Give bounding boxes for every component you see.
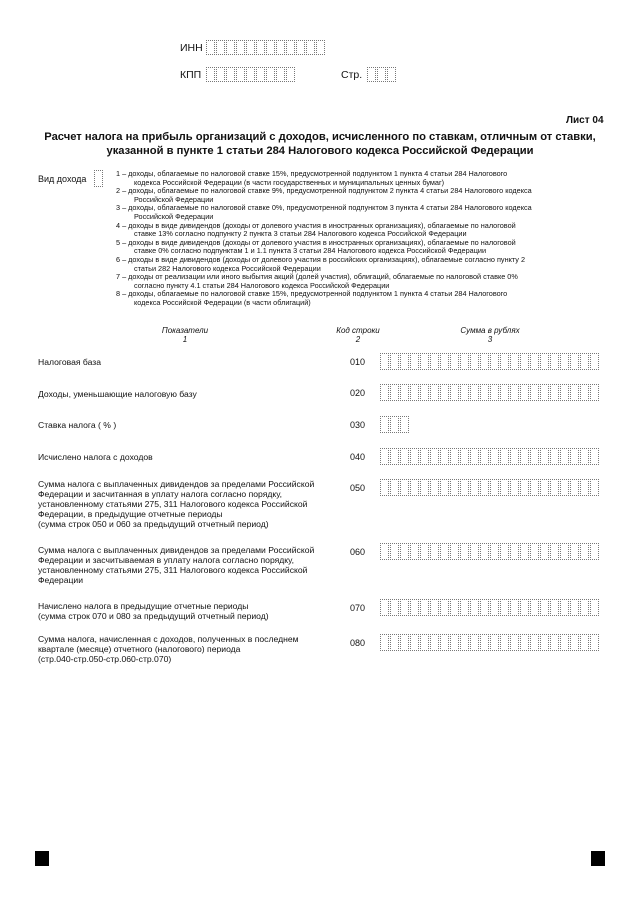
char-cell[interactable]: [510, 353, 519, 370]
char-cell[interactable]: [430, 448, 439, 465]
char-cell[interactable]: [420, 634, 429, 651]
char-cell[interactable]: [540, 384, 549, 401]
char-cell[interactable]: [530, 599, 539, 616]
char-cell[interactable]: [540, 634, 549, 651]
char-cell[interactable]: [390, 353, 399, 370]
char-cell[interactable]: [450, 599, 459, 616]
char-cell[interactable]: [520, 634, 529, 651]
char-cell[interactable]: [540, 353, 549, 370]
char-cell[interactable]: [590, 353, 599, 370]
row-050-code: 050: [350, 483, 366, 493]
char-cell[interactable]: [480, 448, 489, 465]
char-cell[interactable]: [380, 384, 389, 401]
char-cell[interactable]: [470, 634, 479, 651]
char-cell[interactable]: [580, 353, 589, 370]
char-cell[interactable]: [520, 448, 529, 465]
char-cell[interactable]: [560, 634, 569, 651]
char-cell[interactable]: [420, 479, 429, 496]
char-cell[interactable]: [460, 479, 469, 496]
char-cell[interactable]: [216, 40, 225, 55]
char-cell[interactable]: [540, 479, 549, 496]
char-cell[interactable]: [380, 599, 389, 616]
char-cell[interactable]: [590, 448, 599, 465]
row-050-label: Сумма налога с выплаченных дивидендов за пределами Российской Федерации и засчитанная в уплату налога согласно порядку, установленному статьями 275, 311 Налогового кодекса Российской Федерации, в предыдущие отчетные периоды (сумма строк 050 и 060 за предыдущий отчетный период): [38, 479, 315, 529]
income-option-line: кодекса Российской Федерации (в части облигаций): [134, 297, 311, 307]
income-option-line: статьи 282 Налогового кодекса Российской Федерации: [134, 263, 321, 273]
char-cell[interactable]: [286, 67, 295, 82]
char-cell[interactable]: [226, 67, 235, 82]
char-cell[interactable]: [460, 353, 469, 370]
char-cell[interactable]: [380, 353, 389, 370]
char-cell[interactable]: [470, 448, 479, 465]
income-type-label: Вид дохода: [38, 174, 87, 184]
char-cell[interactable]: [440, 634, 449, 651]
char-cell[interactable]: [246, 67, 255, 82]
char-cell[interactable]: [430, 634, 439, 651]
char-cell[interactable]: [410, 543, 419, 560]
char-cell[interactable]: [226, 40, 235, 55]
income-option-line: 3 – доходы, облагаемые по налоговой ставке 0%, предусмотренной подпунктом 3 пункта 4 статьи 284 Налогового кодекса: [116, 203, 532, 213]
char-cell[interactable]: [420, 543, 429, 560]
row-040-label: Исчислено налога с доходов: [38, 452, 153, 462]
char-cell[interactable]: [500, 448, 509, 465]
char-cell[interactable]: [410, 384, 419, 401]
char-cell[interactable]: [390, 599, 399, 616]
char-cell[interactable]: [276, 40, 285, 55]
char-cell[interactable]: [480, 599, 489, 616]
char-cell[interactable]: [530, 448, 539, 465]
income-option-line: 8 – доходы, облагаемые по налоговой ставке 15%, предусмотренной подпунктом 1 пункта 4 статьи 284 Налогового: [116, 289, 508, 299]
char-cell[interactable]: [380, 416, 389, 433]
char-cell[interactable]: [550, 543, 559, 560]
row-070-label: Начислено налога в предыдущие отчетные периоды (сумма строк 070 и 080 за предыдущий отчетный период): [38, 601, 269, 621]
row-020-sum-field[interactable]: [380, 384, 600, 401]
char-cell[interactable]: [480, 634, 489, 651]
char-cell[interactable]: [460, 384, 469, 401]
income-option-line: 2 – доходы, облагаемые по налоговой ставке 9%, предусмотренной подпунктом 2 пункта 4 статьи 284 Налогового кодекса: [116, 186, 532, 196]
column-number: 1: [182, 335, 188, 344]
char-cell[interactable]: [520, 479, 529, 496]
char-cell[interactable]: [410, 599, 419, 616]
income-option-line: ставке 0% согласно подпунктам 1 и 1.1 пункта 3 статьи 284 Налогового кодекса Российской Федерации: [134, 246, 487, 256]
char-cell[interactable]: [500, 384, 509, 401]
char-cell[interactable]: [400, 353, 409, 370]
char-cell[interactable]: [530, 384, 539, 401]
char-cell[interactable]: [580, 599, 589, 616]
column-header-text: Показатели: [161, 326, 209, 335]
column-number: 2: [355, 335, 361, 344]
row-040-sum-field[interactable]: [380, 448, 600, 465]
column-header-text: Сумма в рублях: [460, 326, 520, 335]
char-cell[interactable]: [450, 353, 459, 370]
char-cell[interactable]: [450, 479, 459, 496]
row-030-rate-field[interactable]: [380, 416, 410, 433]
char-cell[interactable]: [520, 543, 529, 560]
row-060-code: 060: [350, 547, 366, 557]
char-cell[interactable]: [430, 384, 439, 401]
char-cell[interactable]: [440, 448, 449, 465]
char-cell[interactable]: [390, 448, 399, 465]
char-cell[interactable]: [560, 384, 569, 401]
column-header-indicators: [130, 326, 240, 344]
char-cell[interactable]: [440, 543, 449, 560]
char-cell[interactable]: [500, 353, 509, 370]
row-080-code: 080: [350, 638, 366, 648]
row-040-code: 040: [350, 452, 366, 462]
char-cell[interactable]: [390, 479, 399, 496]
kpp-label: КПП: [180, 69, 202, 81]
char-cell[interactable]: [410, 479, 419, 496]
char-cell[interactable]: [490, 479, 499, 496]
char-cell[interactable]: [550, 353, 559, 370]
char-cell[interactable]: [450, 448, 459, 465]
char-cell[interactable]: [480, 384, 489, 401]
char-cell[interactable]: [570, 634, 579, 651]
char-cell[interactable]: [560, 543, 569, 560]
char-cell[interactable]: [460, 599, 469, 616]
char-cell[interactable]: [94, 170, 103, 187]
char-cell[interactable]: [410, 634, 419, 651]
char-cell[interactable]: [490, 353, 499, 370]
char-cell[interactable]: [450, 543, 459, 560]
char-cell[interactable]: [400, 479, 409, 496]
char-cell[interactable]: [430, 543, 439, 560]
row-020-code: 020: [350, 388, 366, 398]
char-cell[interactable]: [520, 353, 529, 370]
char-cell[interactable]: [580, 634, 589, 651]
char-cell[interactable]: [216, 67, 225, 82]
char-cell[interactable]: [500, 634, 509, 651]
char-cell[interactable]: [400, 543, 409, 560]
row-010-sum-field[interactable]: [380, 353, 600, 370]
char-cell[interactable]: [550, 384, 559, 401]
char-cell[interactable]: [500, 543, 509, 560]
char-cell[interactable]: [540, 543, 549, 560]
char-cell[interactable]: [590, 599, 599, 616]
char-cell[interactable]: [580, 448, 589, 465]
char-cell[interactable]: [560, 479, 569, 496]
char-cell[interactable]: [296, 40, 305, 55]
char-cell[interactable]: [480, 353, 489, 370]
corner-marker-right: [591, 851, 605, 866]
char-cell[interactable]: [367, 67, 376, 82]
char-cell[interactable]: [377, 67, 386, 82]
char-cell[interactable]: [420, 599, 429, 616]
char-cell[interactable]: [590, 634, 599, 651]
char-cell[interactable]: [570, 599, 579, 616]
page-number-field[interactable]: [367, 67, 397, 82]
income-option-line: Российской Федерации: [134, 211, 214, 221]
char-cell[interactable]: [206, 40, 215, 55]
char-cell[interactable]: [236, 67, 245, 82]
row-020-label: Доходы, уменьшающие налоговую базу: [38, 389, 197, 399]
income-option-line: 7 – доходы от реализации или иного выбытия акций (долей участия), облигаций, облагаемые по налоговой ставке 0%: [116, 272, 518, 282]
char-cell[interactable]: [490, 634, 499, 651]
sheet-number: Лист 04: [566, 115, 604, 126]
row-070-sum-field[interactable]: [380, 599, 600, 616]
char-cell[interactable]: [390, 384, 399, 401]
char-cell[interactable]: [410, 353, 419, 370]
income-type-field[interactable]: [94, 170, 104, 187]
char-cell[interactable]: [430, 353, 439, 370]
char-cell[interactable]: [570, 479, 579, 496]
corner-marker-left: [35, 851, 49, 866]
char-cell[interactable]: [470, 384, 479, 401]
char-cell[interactable]: [246, 40, 255, 55]
page-label: Стр.: [341, 69, 363, 81]
char-cell[interactable]: [550, 479, 559, 496]
char-cell[interactable]: [550, 634, 559, 651]
char-cell[interactable]: [400, 599, 409, 616]
char-cell[interactable]: [490, 543, 499, 560]
char-cell[interactable]: [500, 599, 509, 616]
char-cell[interactable]: [470, 479, 479, 496]
char-cell[interactable]: [256, 40, 265, 55]
char-cell[interactable]: [520, 599, 529, 616]
income-option-line: кодекса Российской Федерации (в части государственных и муниципальных ценных бумаг): [134, 177, 445, 187]
char-cell[interactable]: [470, 599, 479, 616]
char-cell[interactable]: [206, 67, 215, 82]
income-option-line: 1 – доходы, облагаемые по налоговой ставке 15%, предусмотренной подпунктом 1 пункта 4 статьи 284 Налогового: [116, 169, 508, 178]
kpp-field[interactable]: [206, 67, 296, 82]
char-cell[interactable]: [510, 599, 519, 616]
income-option-line: 4 – доходы в виде дивидендов (доходы от долевого участия в иностранных организациях), облагаемые по налоговой: [116, 220, 516, 230]
char-cell[interactable]: [560, 448, 569, 465]
char-cell[interactable]: [430, 599, 439, 616]
char-cell[interactable]: [387, 67, 396, 82]
char-cell[interactable]: [500, 479, 509, 496]
char-cell[interactable]: [390, 543, 399, 560]
income-option-line: 5 – доходы в виде дивидендов (доходы от долевого участия в иностранных организациях), облагаемые по налоговой: [116, 237, 516, 247]
char-cell[interactable]: [430, 479, 439, 496]
char-cell[interactable]: [510, 384, 519, 401]
char-cell[interactable]: [590, 384, 599, 401]
char-cell[interactable]: [540, 448, 549, 465]
char-cell[interactable]: [490, 599, 499, 616]
char-cell[interactable]: [460, 634, 469, 651]
income-option-line: Российской Федерации: [134, 194, 214, 204]
char-cell[interactable]: [236, 40, 245, 55]
row-030-label: Ставка налога ( % ): [38, 420, 117, 430]
char-cell[interactable]: [530, 634, 539, 651]
char-cell[interactable]: [590, 479, 599, 496]
char-cell[interactable]: [530, 543, 539, 560]
char-cell[interactable]: [590, 543, 599, 560]
row-050-sum-field[interactable]: [380, 479, 600, 496]
title-line-1: Расчет налога на прибыль организаций с доходов, исчисленного по ставкам, отличным от ставки,: [44, 131, 596, 143]
char-cell[interactable]: [420, 448, 429, 465]
char-cell[interactable]: [420, 353, 429, 370]
char-cell[interactable]: [440, 353, 449, 370]
char-cell[interactable]: [570, 543, 579, 560]
char-cell[interactable]: [420, 384, 429, 401]
char-cell[interactable]: [470, 543, 479, 560]
char-cell[interactable]: [530, 479, 539, 496]
char-cell[interactable]: [450, 634, 459, 651]
char-cell[interactable]: [460, 543, 469, 560]
char-cell[interactable]: [540, 599, 549, 616]
char-cell[interactable]: [480, 543, 489, 560]
char-cell[interactable]: [580, 384, 589, 401]
char-cell[interactable]: [266, 40, 275, 55]
char-cell[interactable]: [550, 599, 559, 616]
char-cell[interactable]: [286, 40, 295, 55]
char-cell[interactable]: [276, 67, 285, 82]
char-cell[interactable]: [440, 384, 449, 401]
char-cell[interactable]: [510, 448, 519, 465]
income-option-line: 6 – доходы в виде дивидендов (доходы от долевого участия в российских организациях), облагаемые согласно пункту 2: [116, 254, 526, 264]
char-cell[interactable]: [560, 353, 569, 370]
char-cell[interactable]: [490, 448, 499, 465]
char-cell[interactable]: [530, 353, 539, 370]
char-cell[interactable]: [520, 384, 529, 401]
char-cell[interactable]: [380, 479, 389, 496]
char-cell[interactable]: [550, 448, 559, 465]
char-cell[interactable]: [440, 479, 449, 496]
char-cell[interactable]: [440, 599, 449, 616]
char-cell[interactable]: [570, 353, 579, 370]
char-cell[interactable]: [306, 40, 315, 55]
char-cell[interactable]: [510, 479, 519, 496]
char-cell[interactable]: [570, 384, 579, 401]
char-cell[interactable]: [560, 599, 569, 616]
row-030-code: 030: [350, 420, 366, 430]
column-number: 3: [487, 335, 493, 344]
char-cell[interactable]: [510, 634, 519, 651]
char-cell[interactable]: [390, 416, 399, 433]
char-cell[interactable]: [470, 353, 479, 370]
char-cell[interactable]: [256, 67, 265, 82]
row-080-sum-field[interactable]: [380, 634, 600, 651]
income-option-line: согласно пункту 4.1 статьи 284 Налогового кодекса Российской Федерации: [134, 280, 390, 290]
char-cell[interactable]: [480, 479, 489, 496]
row-010-label: Налоговая база: [38, 357, 102, 367]
row-060-label: Сумма налога с выплаченных дивидендов за пределами Российской Федерации и засчитываемая в уплату налога согласно порядку, установленному статьями 275, 311 Налогового кодекса Российской Федерации: [38, 545, 315, 585]
char-cell[interactable]: [570, 448, 579, 465]
page-title: [40, 130, 600, 158]
inn-field[interactable]: [206, 40, 326, 55]
char-cell[interactable]: [380, 448, 389, 465]
char-cell[interactable]: [460, 448, 469, 465]
row-060-sum-field[interactable]: [380, 543, 600, 560]
char-cell[interactable]: [450, 384, 459, 401]
char-cell[interactable]: [380, 543, 389, 560]
row-080-label: Сумма налога, начисленная с доходов, полученных в последнем квартале (месяце) отчетного (налогового) периода (стр.040-стр.050-стр.060-стр.070): [38, 634, 299, 664]
char-cell[interactable]: [390, 634, 399, 651]
row-070-code: 070: [350, 603, 366, 613]
column-header-text: Код строки: [336, 326, 380, 335]
char-cell[interactable]: [580, 543, 589, 560]
char-cell[interactable]: [380, 634, 389, 651]
row-010-code: 010: [350, 357, 366, 367]
char-cell[interactable]: [400, 384, 409, 401]
char-cell[interactable]: [400, 448, 409, 465]
title-line-2: указанной в пункте 1 статьи 284 Налогового кодекса Российской Федерации: [106, 145, 534, 157]
char-cell[interactable]: [400, 634, 409, 651]
column-header-sum: [440, 326, 540, 344]
char-cell[interactable]: [580, 479, 589, 496]
char-cell[interactable]: [400, 416, 409, 433]
column-header-code: [326, 326, 390, 344]
char-cell[interactable]: [510, 543, 519, 560]
char-cell[interactable]: [410, 448, 419, 465]
income-option-line: ставке 13% согласно подпункту 2 пункта 3 статьи 284 Налогового кодекса Российской Федерации: [134, 229, 467, 239]
char-cell[interactable]: [490, 384, 499, 401]
inn-label: ИНН: [180, 42, 203, 54]
char-cell[interactable]: [266, 67, 275, 82]
income-type-options: [116, 170, 596, 308]
char-cell[interactable]: [316, 40, 325, 55]
